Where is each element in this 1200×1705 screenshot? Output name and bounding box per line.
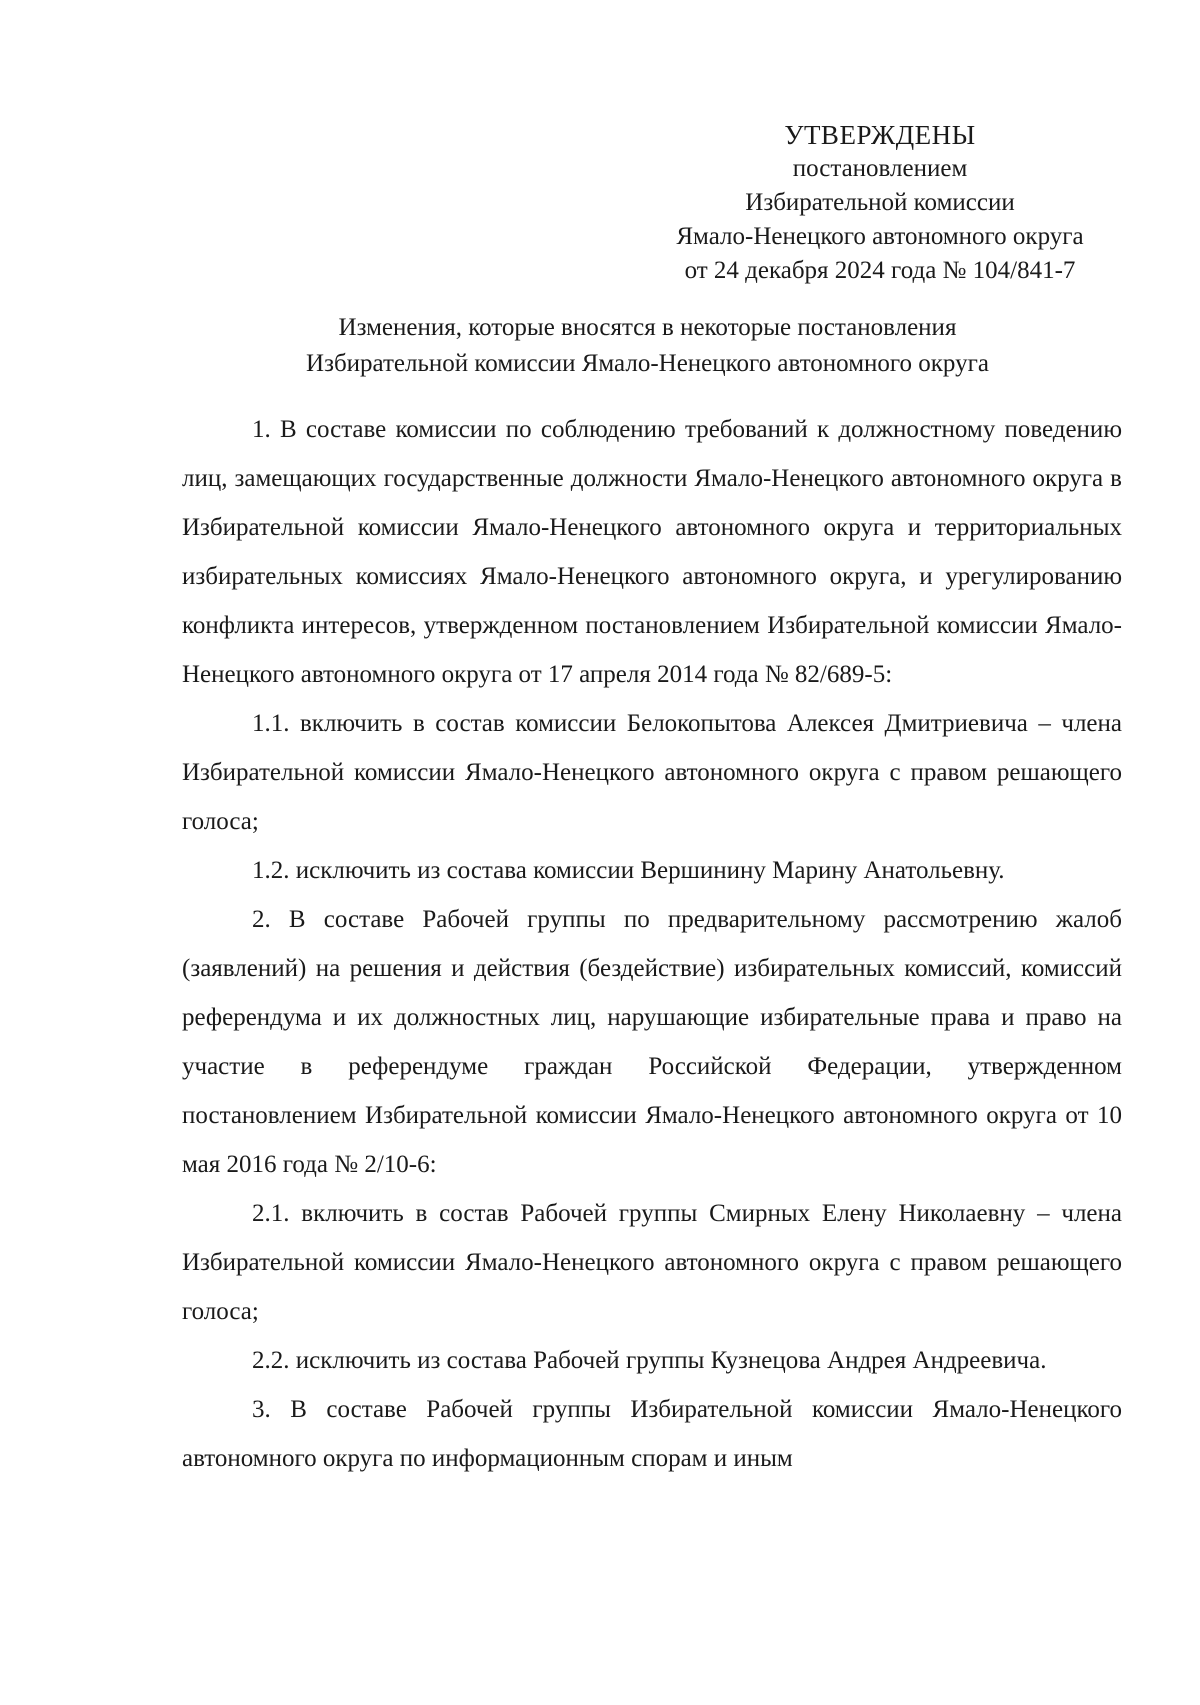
approval-line-1: постановлением [792, 155, 968, 182]
paragraph-1-2: 1.2. исключить из состава комиссии Вершинину Марину Анатольевну. [252, 857, 1005, 884]
paragraph-1-1: 1.1. включить в состав комиссии Белокопытова Алексея Дмитриевича – члена Избирательной комиссии Ямало-Ненецкого автономного округа с правом решающего голоса; [182, 710, 1122, 835]
approval-line-3: Ямало-Ненецкого автономного округа [676, 223, 1084, 250]
document-body [182, 405, 1122, 1483]
approval-line-2: Избирательной комиссии [745, 189, 1015, 216]
paragraph-2-1: 2.1. включить в состав Рабочей группы Смирных Елену Николаевну – члена Избирательной комиссии Ямало-Ненецкого автономного округа с правом решающего голоса; [182, 1200, 1122, 1325]
paragraph-2-2: 2.2. исключить из состава Рабочей группы Кузнецова Андрея Андреевича. [252, 1347, 1047, 1374]
paragraph-3: 3. В составе Рабочей группы Избирательной комиссии Ямало-Ненецкого автономного округа по информационным спорам и иным [182, 1396, 1122, 1472]
approval-block [640, 118, 1120, 288]
paragraph-2: 2. В составе Рабочей группы по предварительному рассмотрению жалоб (заявлений) на решения и действия (бездействие) избирательных комиссий, комиссий референдума и их должностных лиц, нарушающие избирательные права и право на участие в референдуме граждан Российской Федерации, утвержденном постановлением Избирательной комиссии Ямало-Ненецкого автономного округа от 10 мая 2016 года № 2/10-6: [182, 906, 1122, 1178]
document-title [175, 310, 1120, 382]
approval-title: УТВЕРЖДЕНЫ [784, 120, 976, 150]
document-title-line-1: Изменения, которые вносятся в некоторые постановления [338, 314, 957, 341]
document-title-line-2: Избирательной комиссии Ямало-Ненецкого автономного округа [306, 350, 989, 377]
approval-line-4: от 24 декабря 2024 года № 104/841-7 [684, 257, 1076, 284]
paragraph-1: 1. В составе комиссии по соблюдению требований к должностному поведению лиц, замещающих государственные должности Ямало-Ненецкого автономного округа в Избирательной комиссии Ямало-Ненецкого автономного округа и территориальных избирательных комиссиях Ямало-Ненецкого автономного округа, и урегулированию конфликта интересов, утвержденном постановлением Избирательной комиссии Ямало-Ненецкого автономного округа от 17 апреля 2014 года № 82/689-5: [182, 416, 1122, 688]
